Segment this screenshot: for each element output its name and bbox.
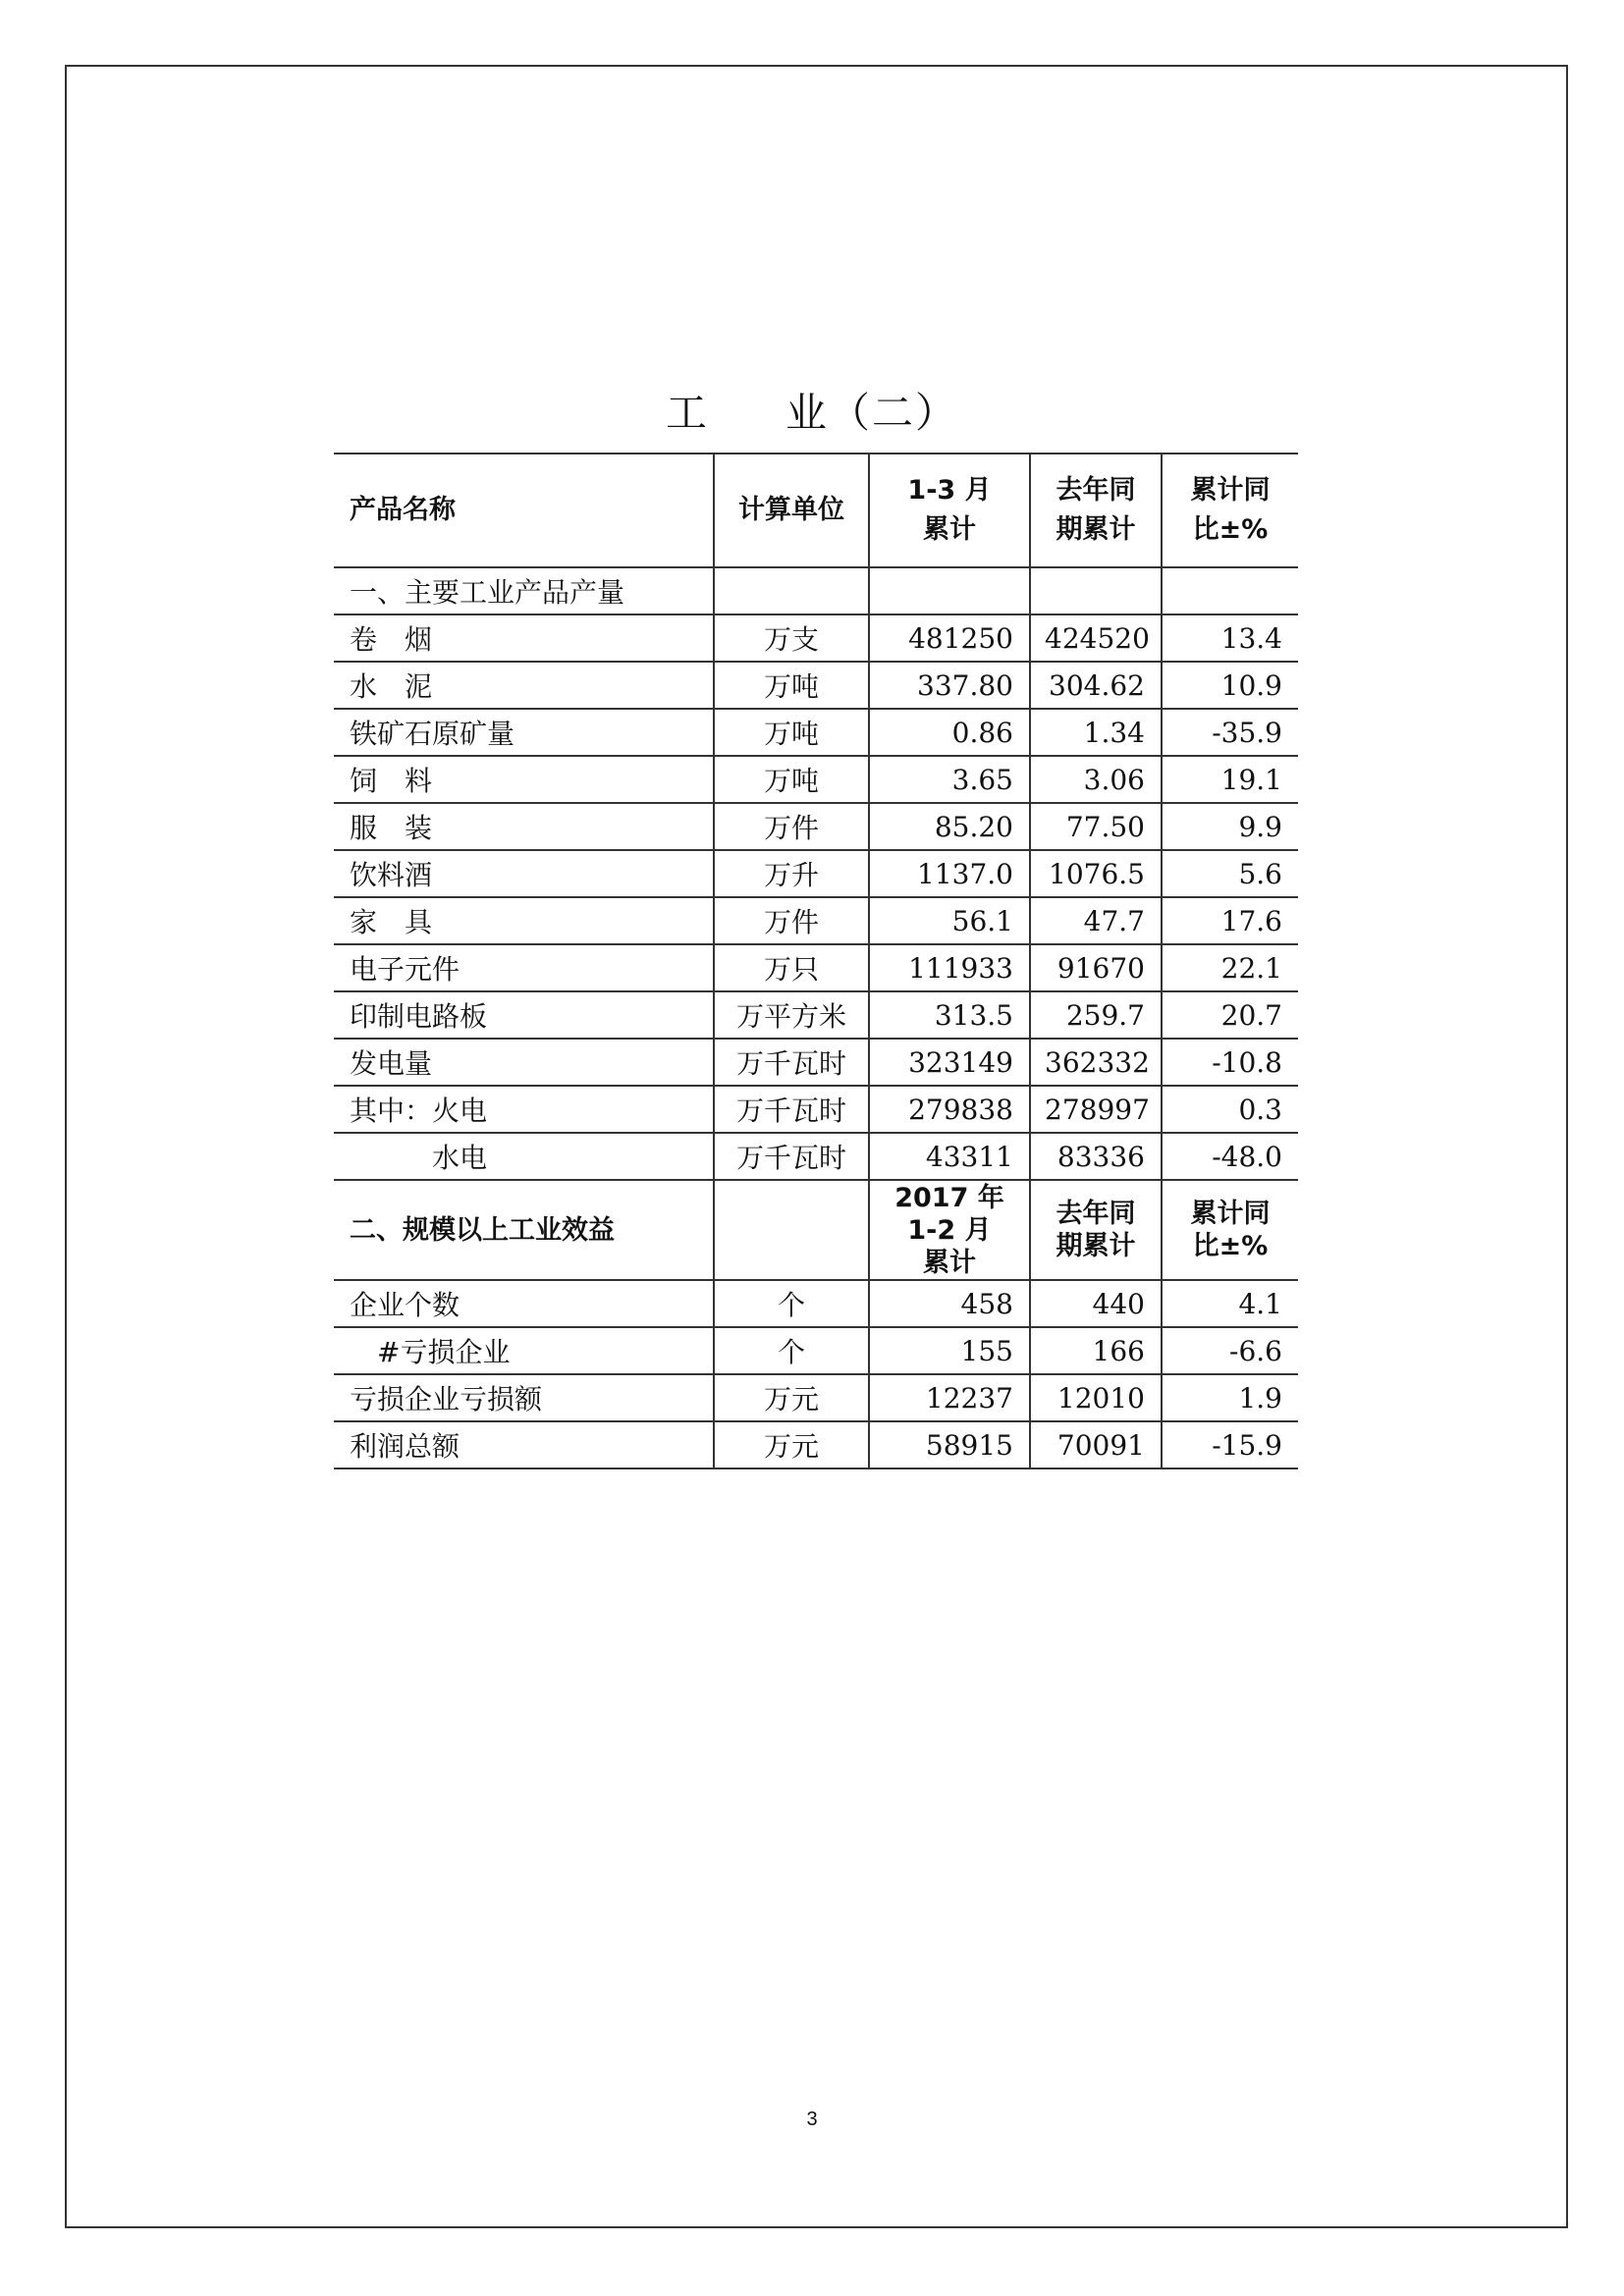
header-previous: 去年同 期累计 bbox=[1030, 454, 1162, 567]
header-unit: 计算单位 bbox=[714, 454, 869, 567]
table-row bbox=[334, 662, 1298, 709]
row-change-percent: 1.9 bbox=[1162, 1374, 1298, 1421]
row-unit: 万吨 bbox=[714, 756, 869, 803]
row-unit: 万支 bbox=[714, 614, 869, 662]
section-1-title-row bbox=[334, 567, 1298, 614]
row-unit: 万吨 bbox=[714, 662, 869, 709]
row-name: 企业个数 bbox=[334, 1280, 714, 1327]
row-unit: 万千瓦时 bbox=[714, 1086, 869, 1133]
row-current-value: 323149 bbox=[869, 1039, 1030, 1086]
row-current-value: 279838 bbox=[869, 1086, 1030, 1133]
row-change-percent: 22.1 bbox=[1162, 944, 1298, 991]
row-change-percent: 13.4 bbox=[1162, 614, 1298, 662]
row-current-value: 58915 bbox=[869, 1421, 1030, 1468]
page-number: 3 bbox=[806, 2109, 818, 2130]
table-row bbox=[334, 709, 1298, 756]
title-part-2: 业（二） bbox=[785, 389, 959, 437]
row-name: 水 泥 bbox=[334, 662, 714, 709]
table-row bbox=[334, 1086, 1298, 1133]
row-name: 亏损企业亏损额 bbox=[334, 1374, 714, 1421]
section-1-body bbox=[334, 614, 1298, 1180]
section-2-header-row bbox=[334, 1180, 1298, 1280]
table-row bbox=[334, 803, 1298, 850]
row-unit: 万元 bbox=[714, 1421, 869, 1468]
table-row bbox=[334, 1374, 1298, 1421]
table-header-row bbox=[334, 454, 1298, 567]
row-change-percent: -35.9 bbox=[1162, 709, 1298, 756]
section-1-title: 一、主要工业产品产量 bbox=[334, 567, 714, 614]
row-name: 其中：火电 bbox=[334, 1086, 714, 1133]
row-unit: 个 bbox=[714, 1327, 869, 1374]
row-previous-value: 424520 bbox=[1030, 614, 1162, 662]
row-current-value: 155 bbox=[869, 1327, 1030, 1374]
row-change-percent: 10.9 bbox=[1162, 662, 1298, 709]
row-previous-value: 440 bbox=[1030, 1280, 1162, 1327]
row-current-value: 12237 bbox=[869, 1374, 1030, 1421]
row-name: 水电 bbox=[334, 1133, 714, 1180]
row-name: 饲 料 bbox=[334, 756, 714, 803]
row-unit: 万平方米 bbox=[714, 991, 869, 1039]
row-unit: 万升 bbox=[714, 850, 869, 897]
row-previous-value: 3.06 bbox=[1030, 756, 1162, 803]
section-2-title: 二、规模以上工业效益 bbox=[334, 1180, 714, 1280]
row-current-value: 458 bbox=[869, 1280, 1030, 1327]
row-previous-value: 304.62 bbox=[1030, 662, 1162, 709]
row-previous-value: 362332 bbox=[1030, 1039, 1162, 1086]
table-row bbox=[334, 614, 1298, 662]
header-change: 累计同 比±% bbox=[1162, 454, 1298, 567]
row-name: 利润总额 bbox=[334, 1421, 714, 1468]
row-current-value: 481250 bbox=[869, 614, 1030, 662]
row-change-percent: 5.6 bbox=[1162, 850, 1298, 897]
row-name: 发电量 bbox=[334, 1039, 714, 1086]
row-name: 服 装 bbox=[334, 803, 714, 850]
row-current-value: 337.80 bbox=[869, 662, 1030, 709]
row-current-value: 313.5 bbox=[869, 991, 1030, 1039]
row-unit: 万件 bbox=[714, 897, 869, 944]
row-change-percent: 4.1 bbox=[1162, 1280, 1298, 1327]
industry-stats-table bbox=[334, 453, 1298, 1469]
row-previous-value: 1.34 bbox=[1030, 709, 1162, 756]
table-row bbox=[334, 850, 1298, 897]
row-previous-value: 278997 bbox=[1030, 1086, 1162, 1133]
row-change-percent: 0.3 bbox=[1162, 1086, 1298, 1133]
row-previous-value: 91670 bbox=[1030, 944, 1162, 991]
row-change-percent: 17.6 bbox=[1162, 897, 1298, 944]
row-previous-value: 1076.5 bbox=[1030, 850, 1162, 897]
row-previous-value: 47.7 bbox=[1030, 897, 1162, 944]
row-unit: 万吨 bbox=[714, 709, 869, 756]
table-row bbox=[334, 1280, 1298, 1327]
row-name: 印制电路板 bbox=[334, 991, 714, 1039]
row-name: 家 具 bbox=[334, 897, 714, 944]
row-current-value: 3.65 bbox=[869, 756, 1030, 803]
section-2-header-current: 2017 年 1-2 月 累计 bbox=[869, 1180, 1030, 1280]
table-row bbox=[334, 944, 1298, 991]
table-row bbox=[334, 991, 1298, 1039]
title-part-1: 工 bbox=[665, 389, 709, 437]
row-current-value: 85.20 bbox=[869, 803, 1030, 850]
table-row bbox=[334, 1421, 1298, 1468]
page-title bbox=[0, 381, 1624, 440]
header-current: 1-3 月 累计 bbox=[869, 454, 1030, 567]
row-change-percent: 9.9 bbox=[1162, 803, 1298, 850]
row-name: 铁矿石原矿量 bbox=[334, 709, 714, 756]
section-2-body bbox=[334, 1280, 1298, 1468]
row-name: #亏损企业 bbox=[334, 1327, 714, 1374]
table-row bbox=[334, 1133, 1298, 1180]
row-previous-value: 12010 bbox=[1030, 1374, 1162, 1421]
row-change-percent: -15.9 bbox=[1162, 1421, 1298, 1468]
row-unit: 万千瓦时 bbox=[714, 1039, 869, 1086]
row-current-value: 43311 bbox=[869, 1133, 1030, 1180]
row-unit: 万只 bbox=[714, 944, 869, 991]
row-previous-value: 83336 bbox=[1030, 1133, 1162, 1180]
row-previous-value: 77.50 bbox=[1030, 803, 1162, 850]
table-row bbox=[334, 897, 1298, 944]
header-product-name: 产品名称 bbox=[334, 454, 714, 567]
row-previous-value: 166 bbox=[1030, 1327, 1162, 1374]
table-row bbox=[334, 1039, 1298, 1086]
row-change-percent: 20.7 bbox=[1162, 991, 1298, 1039]
row-unit: 个 bbox=[714, 1280, 869, 1327]
row-previous-value: 259.7 bbox=[1030, 991, 1162, 1039]
section-2-header-previous: 去年同 期累计 bbox=[1030, 1180, 1162, 1280]
row-current-value: 1137.0 bbox=[869, 850, 1030, 897]
row-name: 卷 烟 bbox=[334, 614, 714, 662]
row-unit: 万元 bbox=[714, 1374, 869, 1421]
row-name: 电子元件 bbox=[334, 944, 714, 991]
section-2-header-change: 累计同 比±% bbox=[1162, 1180, 1298, 1280]
row-current-value: 111933 bbox=[869, 944, 1030, 991]
table-row bbox=[334, 756, 1298, 803]
row-change-percent: 19.1 bbox=[1162, 756, 1298, 803]
table-row bbox=[334, 1327, 1298, 1374]
row-current-value: 56.1 bbox=[869, 897, 1030, 944]
row-change-percent: -6.6 bbox=[1162, 1327, 1298, 1374]
row-current-value: 0.86 bbox=[869, 709, 1030, 756]
row-previous-value: 70091 bbox=[1030, 1421, 1162, 1468]
row-unit: 万千瓦时 bbox=[714, 1133, 869, 1180]
row-unit: 万件 bbox=[714, 803, 869, 850]
row-name: 饮料酒 bbox=[334, 850, 714, 897]
row-change-percent: -48.0 bbox=[1162, 1133, 1298, 1180]
row-change-percent: -10.8 bbox=[1162, 1039, 1298, 1086]
